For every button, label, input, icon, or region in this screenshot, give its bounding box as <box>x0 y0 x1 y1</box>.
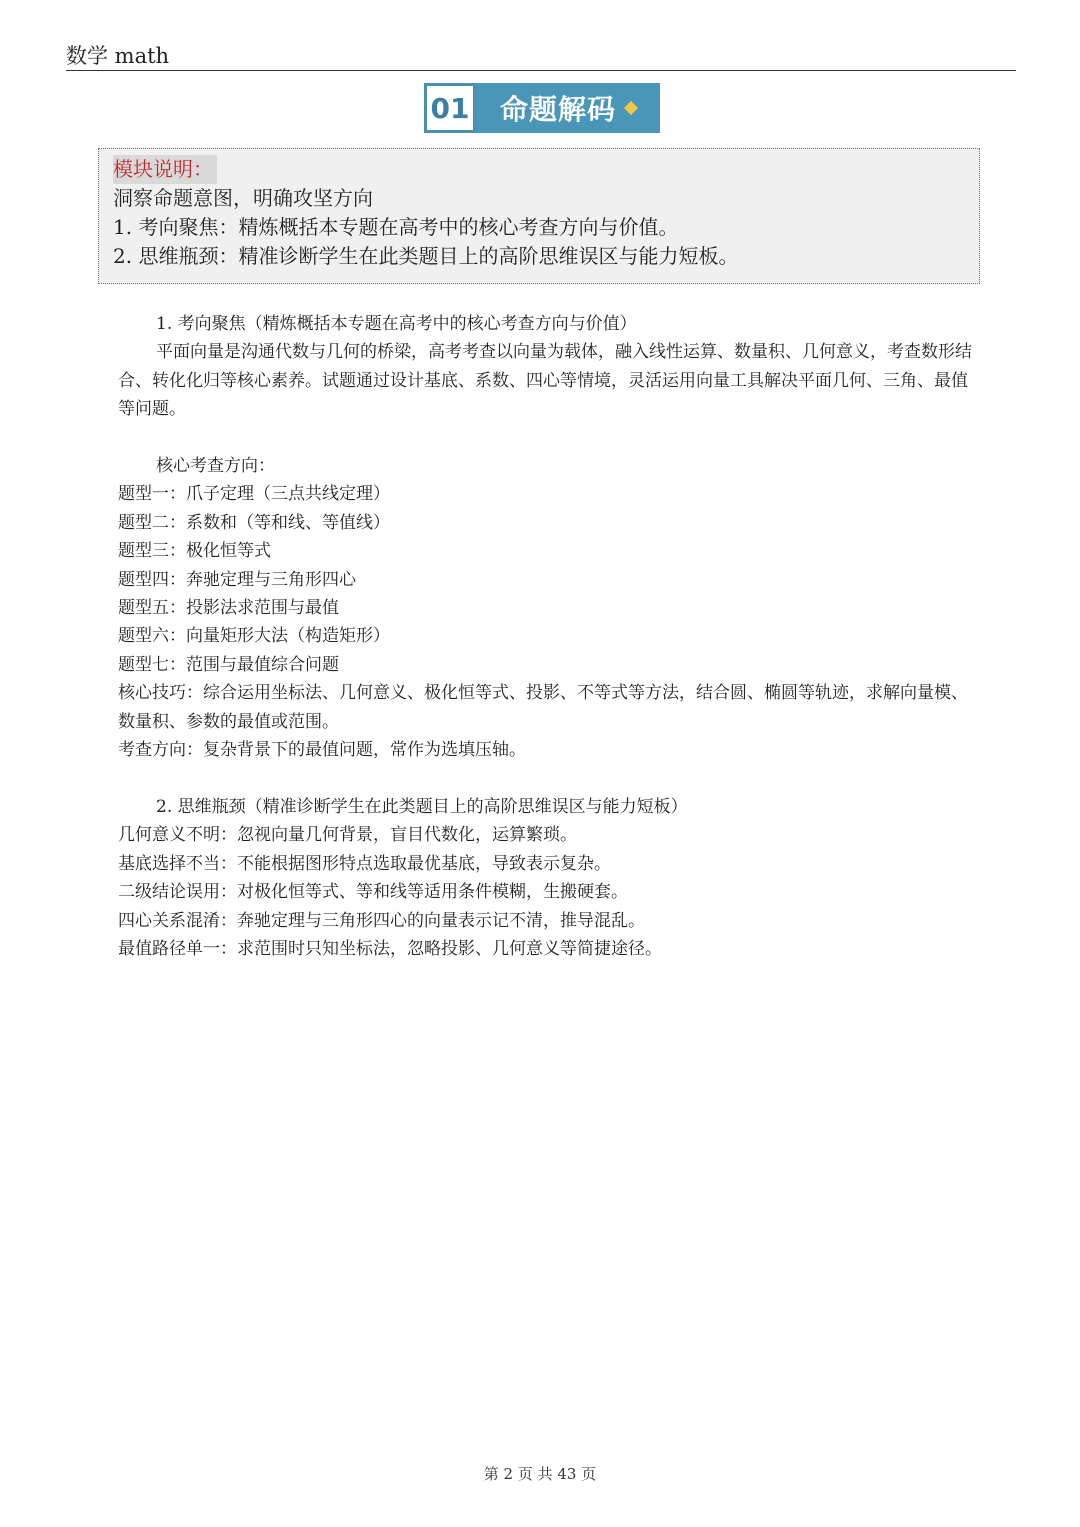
module-description-box <box>98 148 980 284</box>
bottleneck-item: 基底选择不当：不能根据图形特点选取最优基底，导致表示复杂。 <box>118 853 611 874</box>
bottleneck-item: 四心关系混淆：奔驰定理与三角形四心的向量表示记不清，推导混乱。 <box>118 910 645 931</box>
section2-heading: 2. 思维瓶颈（精准诊断学生在此类题目上的高阶思维误区与能力短板） <box>156 796 688 817</box>
page-number: 第 2 页 共 43 页 <box>483 1465 597 1483</box>
section1-paragraph: 平面向量是沟通代数与几何的桥梁，高考考查以向量为载体，融入线性运算、数量积、几何意义，考查数形结合、转化化归等核心素养。试题通过设计基底、系数、四心等情境，灵活运用向量工具解决平面几何、三角、最值等问题。 <box>118 342 972 420</box>
module-line: 2. 思维瓶颈：精准诊断学生在此类题目上的高阶思维误区与能力短板。 <box>113 244 739 268</box>
question-type-item: 题型二：系数和（等和线、等值线） <box>118 512 390 533</box>
banner-label: 命题解码 <box>499 93 616 126</box>
page-header-title: 数学 math <box>66 44 170 68</box>
section-banner <box>424 83 660 133</box>
core-skills: 核心技巧：综合运用坐标法、几何意义、极化恒等式、投影、不等式等方法，结合圆、椭圆等轨迹，求解向量模、数量积、参数的最值或范围。 <box>118 683 968 732</box>
diamond-icon <box>624 101 638 115</box>
main-content <box>118 310 978 963</box>
question-type-item: 题型一：爪子定理（三点共线定理） <box>118 484 390 505</box>
core-heading: 核心考查方向： <box>156 456 275 477</box>
question-type-item: 题型三：极化恒等式 <box>118 541 271 562</box>
question-type-item: 题型五：投影法求范围与最值 <box>118 598 339 619</box>
module-line: 洞察命题意图，明确攻坚方向 <box>113 186 373 210</box>
header-divider <box>66 70 1016 71</box>
module-label: 模块说明： <box>113 155 217 184</box>
bottleneck-item: 几何意义不明：忽视向量几何背景，盲目代数化，运算繁琐。 <box>118 825 577 846</box>
question-type-item: 题型六：向量矩形大法（构造矩形） <box>118 626 390 647</box>
question-type-item: 题型四：奔驰定理与三角形四心 <box>118 569 356 590</box>
banner-label-box <box>476 83 660 133</box>
bottleneck-item: 最值路径单一：求范围时只知坐标法，忽略投影、几何意义等简捷途径。 <box>118 938 662 959</box>
question-type-item: 题型七：范围与最值综合问题 <box>118 654 339 675</box>
section1-heading: 1. 考向聚焦（精炼概括本专题在高考中的核心考查方向与价值） <box>156 314 637 334</box>
module-line: 1. 考向聚焦：精炼概括本专题在高考中的核心考查方向与价值。 <box>113 215 679 239</box>
exam-direction: 考查方向：复杂背景下的最值问题，常作为选填压轴。 <box>118 740 526 761</box>
banner-number: 01 <box>424 83 476 133</box>
bottleneck-item: 二级结论误用：对极化恒等式、等和线等适用条件模糊，生搬硬套。 <box>118 882 628 903</box>
